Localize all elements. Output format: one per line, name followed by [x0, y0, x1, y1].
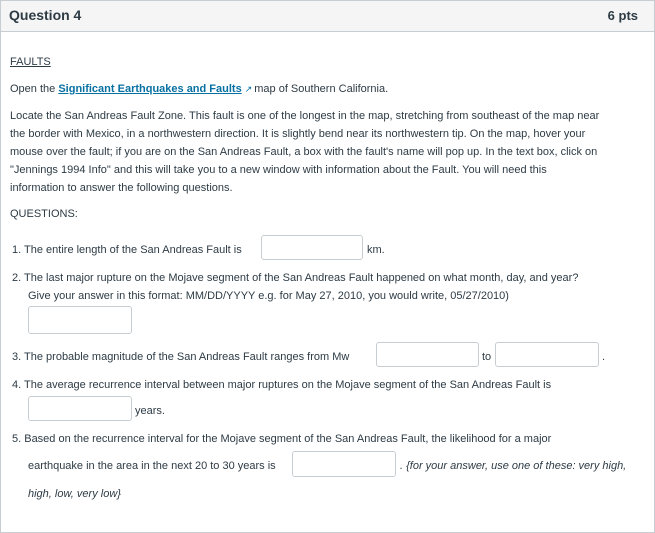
paragraph-line: Locate the San Andreas Fault Zone. This fault is one of the longest in the map, stretching from southeast of the map near — [10, 110, 600, 122]
q1-text: 1. The entire length of the San Andreas Fault is — [12, 244, 242, 256]
q1-unit: km. — [367, 244, 385, 256]
significant-earthquakes-link[interactable]: Significant Earthquakes and Faults — [58, 83, 242, 95]
q5-line2: earthquake in the area in the next 20 to 30 years is — [28, 460, 276, 472]
paragraph-line: information to answer the following questions. — [10, 182, 233, 194]
q5-line1: 5. Based on the recurrence interval for the Mojave segment of the San Andreas Fault, the likelihood for a major — [12, 433, 552, 445]
q4-unit: years. — [135, 405, 165, 417]
q2-line1: 2. The last major rupture on the Mojave segment of the San Andreas Fault happened on what month, day, and year? — [12, 272, 579, 284]
q5-hint-line2: high, low, very low} — [28, 488, 121, 500]
q3-text: 3. The probable magnitude of the San Andreas Fault ranges from Mw — [12, 351, 350, 363]
q1-length-input[interactable] — [261, 235, 363, 260]
question-header — [1, 1, 654, 32]
q3-magnitude-low-input[interactable] — [376, 342, 479, 367]
question-points: 6 pts — [607, 8, 638, 23]
q2-line2: Give your answer in this format: MM/DD/YYYY e.g. for May 27, 2010, you would write, 05/27/2010) — [28, 290, 509, 302]
q2-date-input[interactable] — [28, 306, 132, 334]
paragraph-line: mouse over the fault; if you are on the San Andreas Fault, a box with the fault's name will pop up. In the text box, click on — [10, 146, 598, 158]
q3-magnitude-high-input[interactable] — [495, 342, 599, 367]
q4-interval-input[interactable] — [28, 396, 132, 421]
open-map-line — [10, 80, 388, 98]
open-prefix: Open the — [10, 83, 59, 95]
questions-heading: QUESTIONS: — [10, 208, 78, 220]
question-title: Question 4 — [9, 7, 82, 23]
paragraph-line: "Jennings 1994 Info" and this will take you to a new window with information about the Fault. You will need this — [10, 164, 547, 176]
q3-period: . — [602, 351, 606, 363]
q4-text: 4. The average recurrence interval between major ruptures on the Mojave segment of the San Andreas Fault is — [12, 379, 552, 391]
open-suffix: map of Southern California. — [254, 83, 389, 95]
section-title: FAULTS — [10, 56, 51, 68]
paragraph-line: the border with Mexico, in a northwestern direction. It is slightly bend near its northwestern tip. On the map, hover your — [10, 128, 586, 140]
external-link-icon[interactable]: ↗ — [244, 84, 253, 94]
q3-to-label: to — [482, 351, 492, 363]
q5-hint-line1: . {for your answer, use one of these: very high, — [400, 460, 627, 472]
q5-likelihood-input[interactable] — [292, 451, 396, 477]
